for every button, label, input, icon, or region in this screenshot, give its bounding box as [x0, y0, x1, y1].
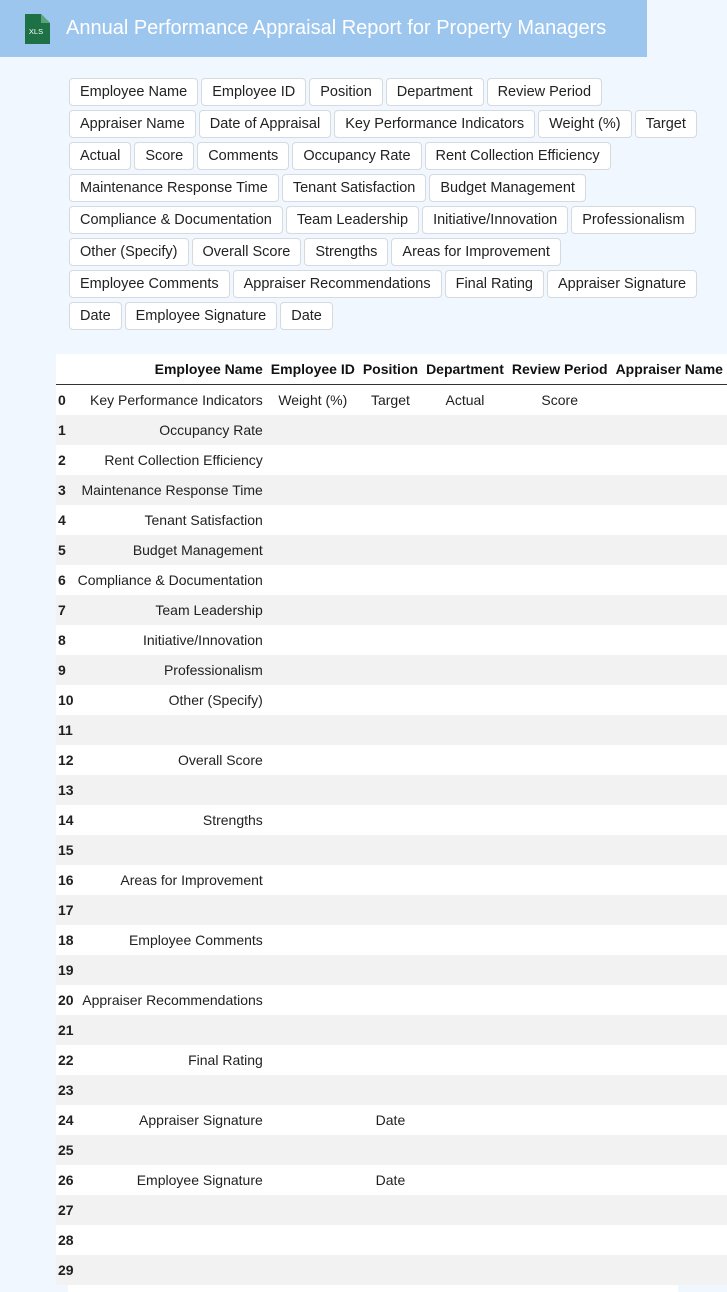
row-index: 17	[56, 895, 74, 925]
table-cell[interactable]	[267, 1015, 359, 1045]
table-cell[interactable]	[359, 535, 422, 565]
table-cell[interactable]	[612, 535, 727, 565]
table-cell[interactable]	[508, 445, 612, 475]
table-cell[interactable]	[422, 445, 508, 475]
row-index: 4	[56, 505, 74, 535]
table-cell[interactable]	[422, 1255, 508, 1285]
table-cell[interactable]	[267, 925, 359, 955]
table-cell[interactable]	[508, 1135, 612, 1165]
table-cell[interactable]	[422, 1135, 508, 1165]
table-cell[interactable]: Other (Specify)	[74, 685, 267, 715]
table-cell[interactable]	[422, 1165, 508, 1195]
table-row	[56, 655, 727, 685]
table-cell[interactable]	[508, 535, 612, 565]
table-row	[56, 1255, 727, 1285]
table-cell[interactable]	[74, 1135, 267, 1165]
row-index: 14	[56, 805, 74, 835]
table-cell[interactable]	[612, 1105, 727, 1135]
table-cell[interactable]	[359, 445, 422, 475]
row-index: 6	[56, 565, 74, 595]
column-header[interactable]: Position	[359, 354, 422, 385]
row-index: 10	[56, 685, 74, 715]
table-row	[56, 505, 727, 535]
table-row	[56, 445, 727, 475]
table-cell[interactable]	[267, 1045, 359, 1075]
table-cell[interactable]	[612, 865, 727, 895]
table-cell[interactable]	[422, 835, 508, 865]
table-cell[interactable]	[359, 865, 422, 895]
table-cell[interactable]	[267, 1225, 359, 1255]
row-index: 13	[56, 775, 74, 805]
table-cell[interactable]	[359, 565, 422, 595]
table-cell[interactable]	[267, 415, 359, 445]
table-cell[interactable]	[508, 745, 612, 775]
table-cell[interactable]	[359, 625, 422, 655]
table-cell[interactable]	[422, 655, 508, 685]
row-index: 26	[56, 1165, 74, 1195]
table-cell[interactable]	[267, 865, 359, 895]
table-cell[interactable]	[508, 655, 612, 685]
table-cell[interactable]	[612, 895, 727, 925]
table-cell[interactable]	[359, 1075, 422, 1105]
table-cell[interactable]: Tenant Satisfaction	[74, 505, 267, 535]
table-cell[interactable]	[267, 445, 359, 475]
table-cell[interactable]	[422, 865, 508, 895]
column-tag[interactable]: Other (Specify)	[69, 238, 189, 266]
table-cell[interactable]	[508, 415, 612, 445]
table-cell[interactable]	[422, 565, 508, 595]
table-cell[interactable]: Budget Management	[74, 535, 267, 565]
column-tag[interactable]: Date of Appraisal	[199, 110, 331, 138]
column-tag[interactable]: Tenant Satisfaction	[282, 174, 427, 202]
table-cell[interactable]	[508, 1075, 612, 1105]
table-cell[interactable]	[612, 445, 727, 475]
table-cell[interactable]	[508, 1015, 612, 1045]
table-cell[interactable]	[359, 1015, 422, 1045]
table-cell[interactable]: Team Leadership	[74, 595, 267, 625]
table-cell[interactable]	[422, 1105, 508, 1135]
table-row	[56, 475, 727, 505]
row-index: 1	[56, 415, 74, 445]
table-cell[interactable]	[359, 715, 422, 745]
svg-text:XLS: XLS	[28, 27, 44, 36]
column-tag[interactable]: Comments	[197, 142, 289, 170]
table-row	[56, 625, 727, 655]
table-cell[interactable]: Overall Score	[74, 745, 267, 775]
column-tag[interactable]: Employee Comments	[69, 270, 230, 298]
column-header[interactable]: Employee Name	[74, 354, 267, 385]
table-cell[interactable]	[612, 1225, 727, 1255]
table-cell[interactable]	[359, 925, 422, 955]
table-cell[interactable]	[612, 625, 727, 655]
table-cell[interactable]	[267, 1165, 359, 1195]
row-index: 27	[56, 1195, 74, 1225]
table-cell[interactable]	[422, 715, 508, 745]
column-header[interactable]: Appraiser Name	[612, 354, 727, 385]
spreadsheet-table[interactable]	[58, 354, 723, 1292]
table-cell[interactable]	[422, 745, 508, 775]
table-row	[56, 955, 727, 985]
row-index: 16	[56, 865, 74, 895]
table-cell[interactable]	[359, 685, 422, 715]
row-index: 9	[56, 655, 74, 685]
table-cell[interactable]	[422, 985, 508, 1015]
row-index: 2	[56, 445, 74, 475]
table-cell[interactable]	[267, 505, 359, 535]
column-tag[interactable]: Review Period	[487, 78, 603, 106]
table-cell[interactable]: Target	[359, 385, 422, 416]
table-cell[interactable]	[508, 595, 612, 625]
table-cell[interactable]	[508, 895, 612, 925]
column-tag[interactable]: Compliance & Documentation	[69, 206, 283, 234]
row-index: 28	[56, 1225, 74, 1255]
table-cell[interactable]	[359, 595, 422, 625]
table-cell[interactable]: Employee Comments	[74, 925, 267, 955]
table-cell[interactable]	[612, 1195, 727, 1225]
table-cell[interactable]	[267, 535, 359, 565]
row-index: 29	[56, 1255, 74, 1285]
table-row	[56, 565, 727, 595]
column-tag[interactable]: Professionalism	[571, 206, 695, 234]
table-header-row	[56, 354, 727, 385]
table-cell[interactable]	[422, 775, 508, 805]
table-cell[interactable]	[422, 1015, 508, 1045]
table-row	[56, 1195, 727, 1225]
table-cell[interactable]	[267, 475, 359, 505]
table-cell[interactable]: Score	[508, 385, 612, 416]
table-cell[interactable]: Strengths	[74, 805, 267, 835]
table-cell[interactable]	[508, 715, 612, 745]
column-header[interactable]: Department	[422, 354, 508, 385]
row-index: 5	[56, 535, 74, 565]
table-cell[interactable]	[267, 775, 359, 805]
table-cell[interactable]	[422, 415, 508, 445]
table-cell[interactable]	[612, 415, 727, 445]
table-cell[interactable]	[508, 865, 612, 895]
table-cell[interactable]: Professionalism	[74, 655, 267, 685]
table-cell[interactable]	[612, 1045, 727, 1075]
table-cell[interactable]	[267, 655, 359, 685]
table-row	[56, 685, 727, 715]
column-tag[interactable]: Target	[635, 110, 697, 138]
table-cell[interactable]	[508, 955, 612, 985]
table-row	[56, 985, 727, 1015]
table-cell[interactable]	[267, 985, 359, 1015]
table-cell[interactable]: Initiative/Innovation	[74, 625, 267, 655]
table-row	[56, 1015, 727, 1045]
table-cell[interactable]	[422, 475, 508, 505]
table-row	[56, 715, 727, 745]
table-cell[interactable]	[359, 775, 422, 805]
row-index: 18	[56, 925, 74, 955]
column-tag[interactable]: Appraiser Recommendations	[233, 270, 442, 298]
row-index: 20	[56, 985, 74, 1015]
page-title: Annual Performance Appraisal Report for Property Managers	[66, 17, 607, 39]
column-tag[interactable]: Maintenance Response Time	[69, 174, 279, 202]
table-cell[interactable]	[359, 745, 422, 775]
column-tag[interactable]: Date	[69, 302, 122, 330]
table-cell[interactable]	[612, 1075, 727, 1105]
column-tag[interactable]: Position	[309, 78, 383, 106]
table-cell[interactable]	[612, 715, 727, 745]
row-index: 12	[56, 745, 74, 775]
table-cell[interactable]	[359, 805, 422, 835]
table-cell[interactable]	[508, 805, 612, 835]
table-cell[interactable]	[508, 565, 612, 595]
table-cell[interactable]	[612, 1015, 727, 1045]
column-tag[interactable]: Team Leadership	[286, 206, 419, 234]
table-cell[interactable]	[267, 835, 359, 865]
table-cell[interactable]	[612, 475, 727, 505]
table-cell[interactable]	[508, 985, 612, 1015]
table-cell[interactable]	[359, 655, 422, 685]
table-row	[56, 595, 727, 625]
row-index: 24	[56, 1105, 74, 1135]
table-cell[interactable]	[74, 895, 267, 925]
table-row	[56, 895, 727, 925]
column-tag-list	[69, 78, 702, 330]
column-header[interactable]	[56, 354, 74, 385]
table-cell[interactable]: Weight (%)	[267, 385, 359, 416]
table-cell[interactable]	[74, 955, 267, 985]
column-tag[interactable]: Weight (%)	[538, 110, 631, 138]
table-cell[interactable]	[612, 1165, 727, 1195]
column-tag[interactable]: Employee ID	[201, 78, 306, 106]
column-tag[interactable]: Score	[134, 142, 194, 170]
table-cell[interactable]	[508, 835, 612, 865]
table-cell[interactable]	[359, 835, 422, 865]
row-index: 21	[56, 1015, 74, 1045]
table-cell[interactable]	[422, 895, 508, 925]
table-cell[interactable]: Final Rating	[74, 1045, 267, 1075]
table-cell[interactable]	[422, 805, 508, 835]
table-row	[56, 775, 727, 805]
table-cell[interactable]	[359, 1255, 422, 1285]
table-cell[interactable]	[359, 895, 422, 925]
row-index: 11	[56, 715, 74, 745]
column-header[interactable]: Employee ID	[267, 354, 359, 385]
table-cell[interactable]	[74, 775, 267, 805]
column-tag[interactable]: Department	[386, 78, 484, 106]
table-cell[interactable]	[508, 775, 612, 805]
table-cell[interactable]	[508, 925, 612, 955]
table-cell[interactable]	[612, 595, 727, 625]
table-cell[interactable]	[267, 625, 359, 655]
xls-file-icon	[22, 14, 50, 44]
table-cell[interactable]	[267, 955, 359, 985]
table-row	[56, 925, 727, 955]
table-cell[interactable]	[74, 1225, 267, 1255]
table-cell[interactable]	[359, 955, 422, 985]
table-row	[56, 535, 727, 565]
table-row	[56, 1045, 727, 1075]
table-cell[interactable]	[508, 1195, 612, 1225]
column-tag[interactable]: Employee Name	[69, 78, 198, 106]
row-index: 23	[56, 1075, 74, 1105]
table-cell[interactable]	[267, 565, 359, 595]
table-cell[interactable]	[612, 925, 727, 955]
table-cell[interactable]	[267, 745, 359, 775]
column-tag[interactable]: Areas for Improvement	[391, 238, 560, 266]
table-cell[interactable]	[422, 505, 508, 535]
table-cell[interactable]	[267, 1195, 359, 1225]
column-tag[interactable]: Employee Signature	[125, 302, 278, 330]
row-index: 0	[56, 385, 74, 416]
column-tag[interactable]: Actual	[69, 142, 131, 170]
table-cell[interactable]	[612, 1255, 727, 1285]
table-cell[interactable]	[508, 1255, 612, 1285]
row-index: 19	[56, 955, 74, 985]
table-cell[interactable]	[612, 745, 727, 775]
table-cell[interactable]: Actual	[422, 385, 508, 416]
table-cell[interactable]: Key Performance Indicators	[74, 385, 267, 416]
table-row	[56, 835, 727, 865]
table-cell[interactable]	[508, 685, 612, 715]
table-cell[interactable]	[508, 1225, 612, 1255]
table-cell[interactable]	[612, 955, 727, 985]
table-row	[56, 1135, 727, 1165]
table-cell[interactable]	[508, 625, 612, 655]
table-cell[interactable]	[359, 415, 422, 445]
table-row	[56, 745, 727, 775]
table-cell[interactable]	[74, 1255, 267, 1285]
row-index: 15	[56, 835, 74, 865]
row-index: 25	[56, 1135, 74, 1165]
table-cell[interactable]	[359, 1045, 422, 1075]
table-cell[interactable]	[267, 685, 359, 715]
table-cell[interactable]	[422, 925, 508, 955]
table-cell[interactable]: Date	[359, 1165, 422, 1195]
column-tag[interactable]: Occupancy Rate	[292, 142, 421, 170]
table-row	[56, 1225, 727, 1255]
column-tag[interactable]: Budget Management	[429, 174, 586, 202]
table-cell[interactable]	[612, 505, 727, 535]
table-cell[interactable]	[359, 985, 422, 1015]
row-index: 8	[56, 625, 74, 655]
column-tag[interactable]: Strengths	[304, 238, 388, 266]
table-row	[56, 805, 727, 835]
table-cell[interactable]	[422, 685, 508, 715]
column-tag[interactable]: Key Performance Indicators	[334, 110, 535, 138]
table-cell[interactable]	[74, 715, 267, 745]
row-index: 3	[56, 475, 74, 505]
table-cell[interactable]	[267, 1105, 359, 1135]
table-cell[interactable]	[422, 955, 508, 985]
table-cell[interactable]	[422, 625, 508, 655]
table-cell[interactable]	[74, 835, 267, 865]
table-cell[interactable]: Occupancy Rate	[74, 415, 267, 445]
column-tag[interactable]: Appraiser Name	[69, 110, 196, 138]
table-cell[interactable]	[612, 985, 727, 1015]
table-row	[56, 385, 727, 416]
table-cell[interactable]	[612, 565, 727, 595]
table-cell[interactable]: Rent Collection Efficiency	[74, 445, 267, 475]
table-cell[interactable]	[422, 535, 508, 565]
table-row	[56, 1165, 727, 1195]
table-cell[interactable]	[508, 1045, 612, 1075]
table-cell[interactable]	[612, 835, 727, 865]
table-cell[interactable]	[612, 805, 727, 835]
table-cell[interactable]	[508, 1165, 612, 1195]
table-cell[interactable]	[422, 1045, 508, 1075]
row-index: 7	[56, 595, 74, 625]
table-cell[interactable]	[74, 1195, 267, 1225]
table-cell[interactable]: Areas for Improvement	[74, 865, 267, 895]
table-cell[interactable]	[359, 1225, 422, 1255]
table-cell[interactable]	[422, 595, 508, 625]
table-cell[interactable]	[508, 1105, 612, 1135]
table-cell[interactable]: Compliance & Documentation	[74, 565, 267, 595]
column-tag[interactable]: Final Rating	[445, 270, 544, 298]
column-tag[interactable]: Appraiser Signature	[547, 270, 697, 298]
table-cell[interactable]	[74, 1075, 267, 1105]
table-cell[interactable]	[422, 1195, 508, 1225]
table-cell[interactable]	[74, 1015, 267, 1045]
table-row	[56, 865, 727, 895]
table-cell[interactable]	[267, 895, 359, 925]
table-cell[interactable]	[359, 1135, 422, 1165]
table-cell[interactable]	[612, 655, 727, 685]
table-cell[interactable]	[359, 1195, 422, 1225]
table-row	[56, 1075, 727, 1105]
table-row	[56, 1105, 727, 1135]
table-cell[interactable]	[267, 1075, 359, 1105]
table-cell[interactable]	[359, 475, 422, 505]
column-tag[interactable]: Date	[280, 302, 333, 330]
table-cell[interactable]	[612, 1135, 727, 1165]
table-row	[56, 415, 727, 445]
title-bar	[0, 0, 647, 57]
table-cell[interactable]: Appraiser Signature	[74, 1105, 267, 1135]
table-cell[interactable]: Date	[359, 1105, 422, 1135]
column-header[interactable]: Review Period	[508, 354, 612, 385]
table-cell[interactable]: Maintenance Response Time	[74, 475, 267, 505]
table-cell[interactable]	[267, 595, 359, 625]
table-cell[interactable]	[508, 505, 612, 535]
table-cell[interactable]	[612, 775, 727, 805]
row-index: 22	[56, 1045, 74, 1075]
table-cell[interactable]	[267, 1255, 359, 1285]
column-tag[interactable]: Initiative/Innovation	[422, 206, 568, 234]
table-cell[interactable]	[267, 1135, 359, 1165]
table-cell[interactable]	[612, 385, 727, 416]
table-cell[interactable]	[359, 505, 422, 535]
table-cell[interactable]	[612, 685, 727, 715]
table-cell[interactable]: Appraiser Recommendations	[74, 985, 267, 1015]
column-tag[interactable]: Overall Score	[192, 238, 302, 266]
table-cell[interactable]: Employee Signature	[74, 1165, 267, 1195]
table-cell[interactable]	[267, 715, 359, 745]
table-cell[interactable]	[267, 805, 359, 835]
table-cell[interactable]	[508, 475, 612, 505]
table-cell[interactable]	[422, 1075, 508, 1105]
column-tag[interactable]: Rent Collection Efficiency	[425, 142, 611, 170]
data-table	[56, 354, 727, 1285]
table-cell[interactable]	[422, 1225, 508, 1255]
